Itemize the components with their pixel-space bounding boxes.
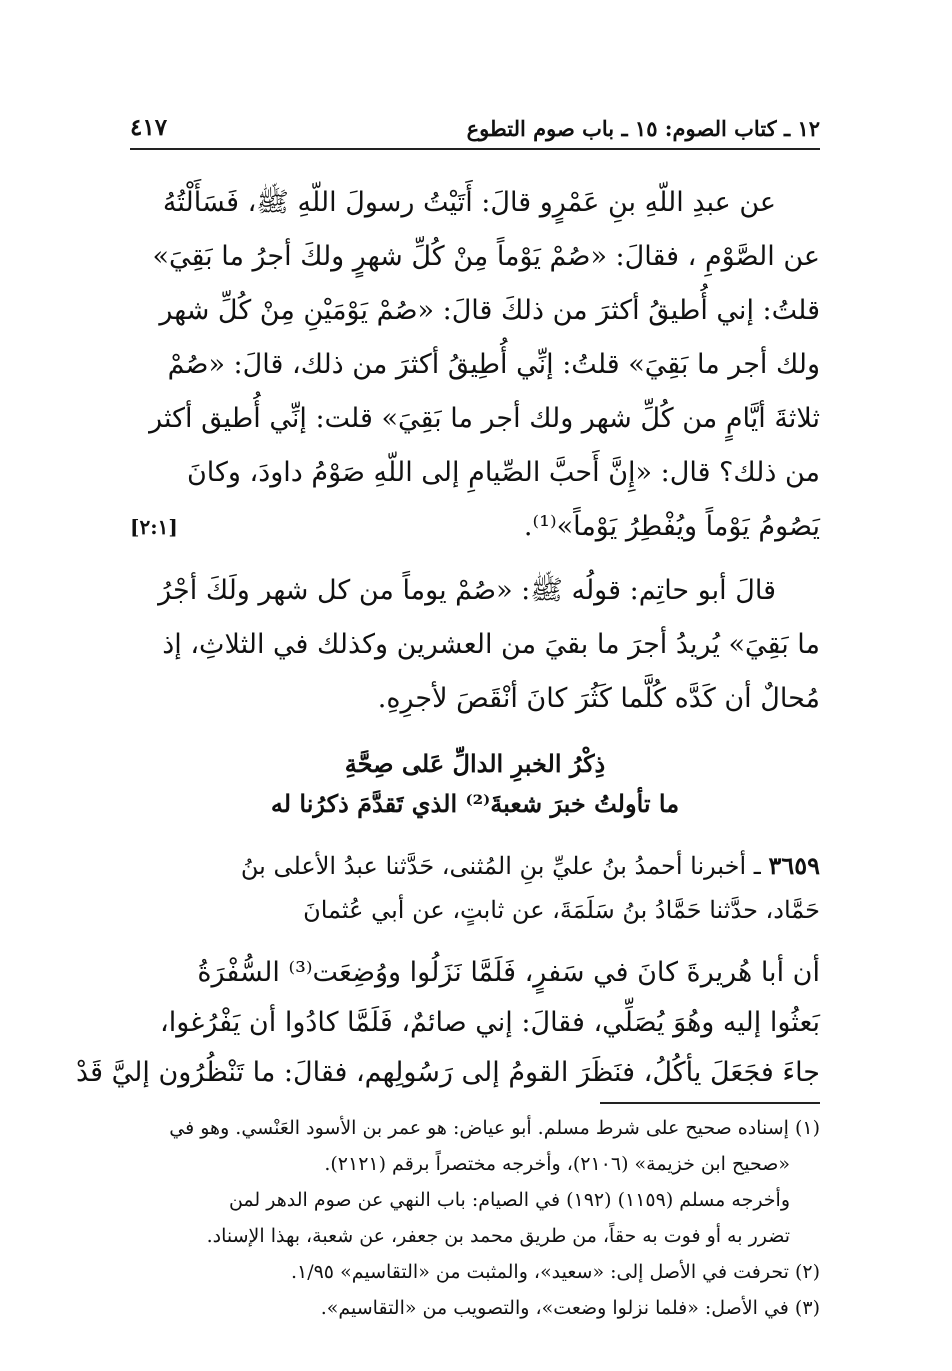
heading-line: ما تأولتُ خبرَ شعبةَ⁽²⁾ الذي تَقدَّمَ ذكرُنا له: [270, 789, 680, 818]
text-line: عن عبدِ اللّهِ بنِ عَمْرٍو قالَ: أَتَيْتُ رسولَ اللّهِ ﷺ، فَسَأَلْتُهُ: [162, 187, 776, 218]
footnote-1-continuation: «صحيح ابن خزيمة» (٢١٠٦)، وأخرجه مختصراً برقم (٢١٢١).: [324, 1153, 790, 1175]
footnote-1-continuation: وأخرجه مسلم (١١٥٩) (١٩٢) في الصيام: باب النهي عن صوم الدهر لمن: [228, 1189, 790, 1211]
footnotes: [130, 1110, 820, 1326]
section-heading: [130, 744, 820, 824]
main-text: [75, 176, 820, 1326]
text-line: قالَ أبو حاتِم: قولُه ﷺ: «صُمْ يوماً من كل شهر ولَكَ أجْرُ: [158, 575, 776, 606]
text-line: ثلاثةَ أيَّامٍ من كُلِّ شهر ولك أجر ما بَقِيَ» قلت: إنِّي أُطيق أكثر: [149, 403, 820, 434]
footnote-3: (٣) في الأصل: «فلما نزلوا وضعت»، والتصويب من «التقاسيم».: [320, 1297, 820, 1319]
text-line: مُحالٌ أن كَدَّه كُلَّما كَثُرَ كانَ أنْقَصَ لأجرِهِ.: [377, 683, 820, 714]
text-line: بَعثُوا إليه وهُوَ يُصَلِّي، فقالَ: إني صائمٌ، فَلَمَّا كادُوا أن يَفْرُغوا،: [159, 1007, 820, 1038]
heading-line: ذِكْرُ الخبرِ الدالِّ عَلى صِحَّةِ: [344, 749, 606, 778]
hadith-matn: [75, 948, 820, 1098]
text-line-content: يَصُومُ يَوْماً ويُفْطِرُ يَوْماً»⁽¹⁾.: [523, 511, 820, 542]
isnad-line: حَمَّاد، حدَّثنا حَمَّادُ بنُ سَلَمَةَ، عن ثابتٍ، عن أبي عُثمانَ: [303, 896, 820, 924]
isnad-text: ـ أخبرنا أحمدُ بنُ عليِّ بنِ المُثنى، حَدَّثنا عبدُ الأعلى بنُ: [240, 852, 761, 880]
page-number: ٤١٧: [130, 114, 168, 141]
footnote-separator: [600, 1102, 820, 1104]
hadith-text-paragraph: [130, 176, 820, 554]
text-line: ولك أجر ما بَقِيَ» قلتُ: إنِّي أُطِيقُ أكثرَ من ذلك، قالَ: «صُمْ: [167, 349, 820, 380]
isnad-line: [130, 844, 820, 888]
text-line: جاءَ فجَعَلَ يأكُلُ، فنَظَرَ القومُ إلى رَسُولِهم، فقالَ: ما تَنْظُرُون إليَّ قَدْ: [75, 1057, 820, 1088]
commentary-paragraph: [130, 564, 820, 726]
hadith-number: ٣٦٥٩: [768, 851, 820, 880]
page-header: [130, 112, 820, 150]
text-line: أن أبا هُريرةَ كانَ في سَفرٍ، فَلَمَّا نَزَلُوا ووُضِعَت⁽³⁾ السُّفْرَةُ: [197, 957, 820, 988]
footnote-2: (٢) تحرفت في الأصل إلى: «سعيد»، والمثبت من «التقاسيم» ١/٩٥.: [290, 1261, 820, 1283]
text-line: ما بَقِيَ» يُريدُ أجرَ ما بقيَ من العشرين وكذلك في الثلاثِ، إذ: [162, 629, 820, 660]
text-line: من ذلك؟ قال: «إِنَّ أَحبَّ الصِّيامِ إلى اللّهِ صَوْمُ داودَ، وكانَ: [186, 457, 820, 488]
text-line: عن الصَّوْمِ ، فقالَ: «صُمْ يَوْماً مِنْ كُلِّ شهرٍ ولكَ أجرُ ما بَقِيَ»: [152, 241, 820, 272]
book-page: [75, 112, 820, 1326]
hadith-isnad: [130, 844, 820, 932]
text-line: [130, 500, 820, 554]
footnote-1-continuation: تضرر به أو فوت به حقاً، من طريق محمد بن جعفر، عن شعبة، بهذا الإسناد.: [206, 1225, 790, 1247]
taqasim-reference: [٢:١]: [130, 515, 178, 539]
text-line: قلتُ: إني أُطيقُ أكثرَ من ذلكَ قالَ: «صُمْ يَوْمَيْنِ مِنْ كُلِّ شهر: [159, 295, 820, 326]
footnote-1: (١) إسناده صحيح على شرط مسلم. أبو عياض: هو عمر بن الأسود العَنْسي. وهو في: [169, 1117, 820, 1139]
running-title: ١٢ ـ كتاب الصوم: ١٥ ـ باب صوم التطوع: [466, 116, 820, 141]
